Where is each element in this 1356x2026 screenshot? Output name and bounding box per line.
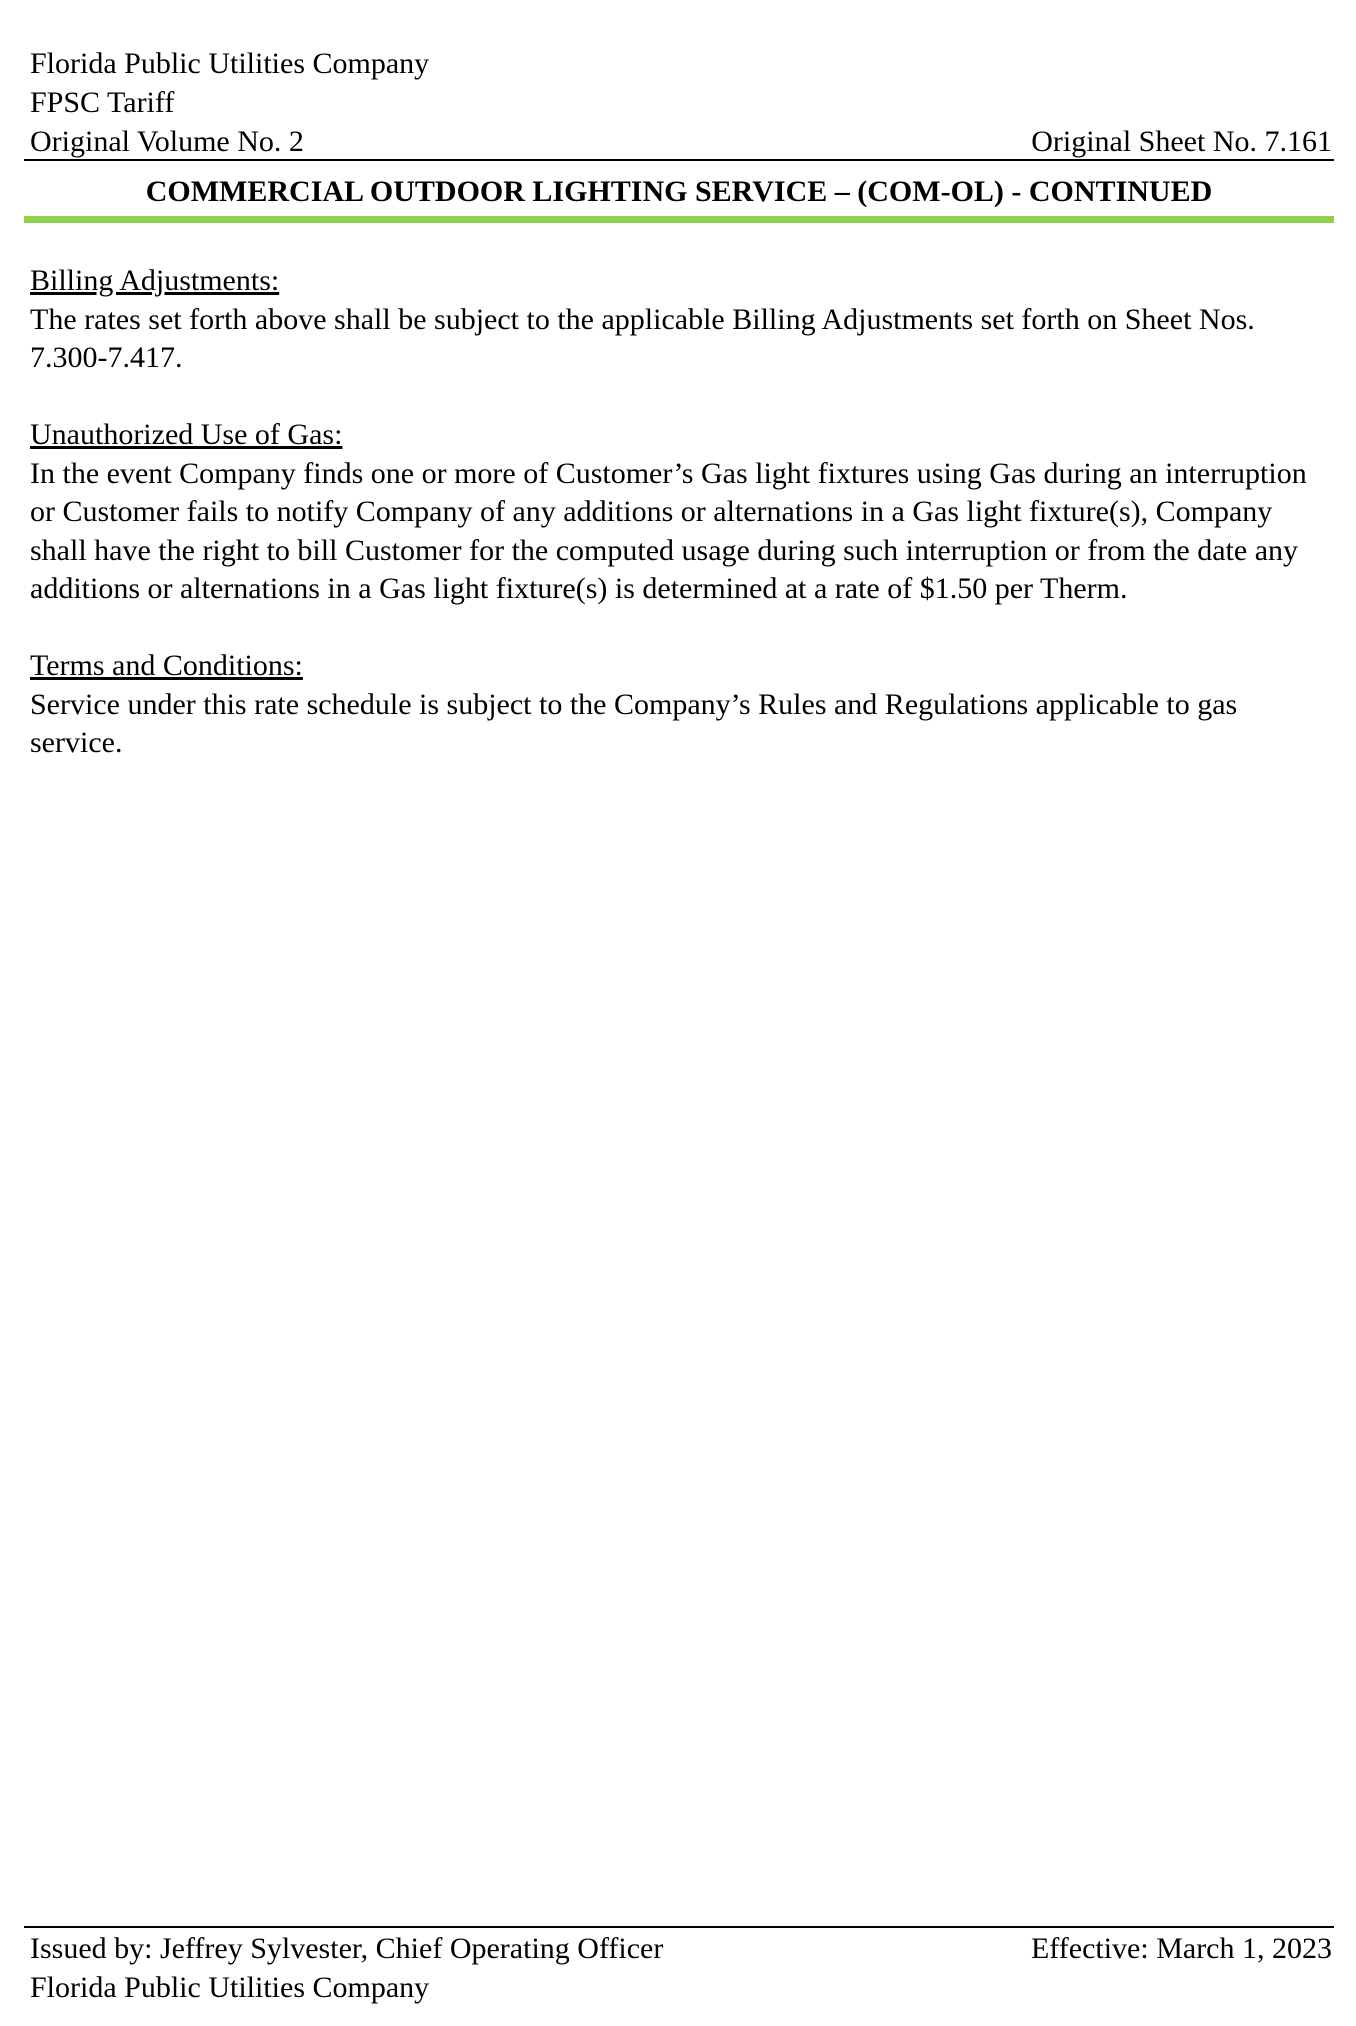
- section-heading: Terms and Conditions:: [30, 649, 303, 682]
- section-heading: Unauthorized Use of Gas:: [30, 418, 343, 451]
- header-volume-sheet-row: [30, 122, 1332, 161]
- footer-issued-effective-row: [30, 1929, 1332, 1968]
- section-body: The rates set forth above shall be subject to the applicable Billing Adjustments set forth on Sheet Nos. 7.300-7.417.: [30, 302, 1255, 374]
- header-volume-number: Original Volume No. 2: [30, 125, 304, 158]
- footer-divider: [24, 1926, 1334, 1928]
- document-body: [30, 262, 1332, 801]
- section-heading: Billing Adjustments:: [30, 264, 280, 297]
- title-accent-rule: [24, 216, 1334, 223]
- section-body: Service under this rate schedule is subject to the Company’s Rules and Regulations applicable to gas service.: [30, 687, 1238, 759]
- footer-issued-by: Issued by: Jeffrey Sylvester, Chief Operating Officer: [30, 1932, 664, 1965]
- footer-effective-date: Effective: March 1, 2023: [1030, 1932, 1332, 1965]
- schedule-title: COMMERCIAL OUTDOOR LIGHTING SERVICE – (COM-OL) - CONTINUED: [145, 175, 1213, 208]
- footer-company-name: Florida Public Utilities Company: [30, 1971, 430, 2004]
- document-header: [30, 44, 1332, 161]
- section-body: In the event Company finds one or more of Customer’s Gas light fixtures using Gas during an interruption or Customer fails to notify Company of any additions or alternations in a Gas light fixture(s), Company shall have the right to bill Customer for the computed usage during such interruption or from the date any additions or alternations in a Gas light fixture(s) is determined at a rate of $1.50 per Therm.: [30, 456, 1307, 605]
- header-tariff-label: FPSC Tariff: [30, 86, 175, 119]
- section-billing-adjustments: [30, 262, 1332, 378]
- header-company-name: Florida Public Utilities Company: [30, 47, 430, 80]
- document-footer: [30, 1929, 1332, 2007]
- header-sheet-number: Original Sheet No. 7.161: [1031, 125, 1332, 158]
- section-unauthorized-use-of-gas: [30, 416, 1332, 609]
- section-terms-and-conditions: [30, 647, 1332, 763]
- header-divider: [24, 159, 1334, 161]
